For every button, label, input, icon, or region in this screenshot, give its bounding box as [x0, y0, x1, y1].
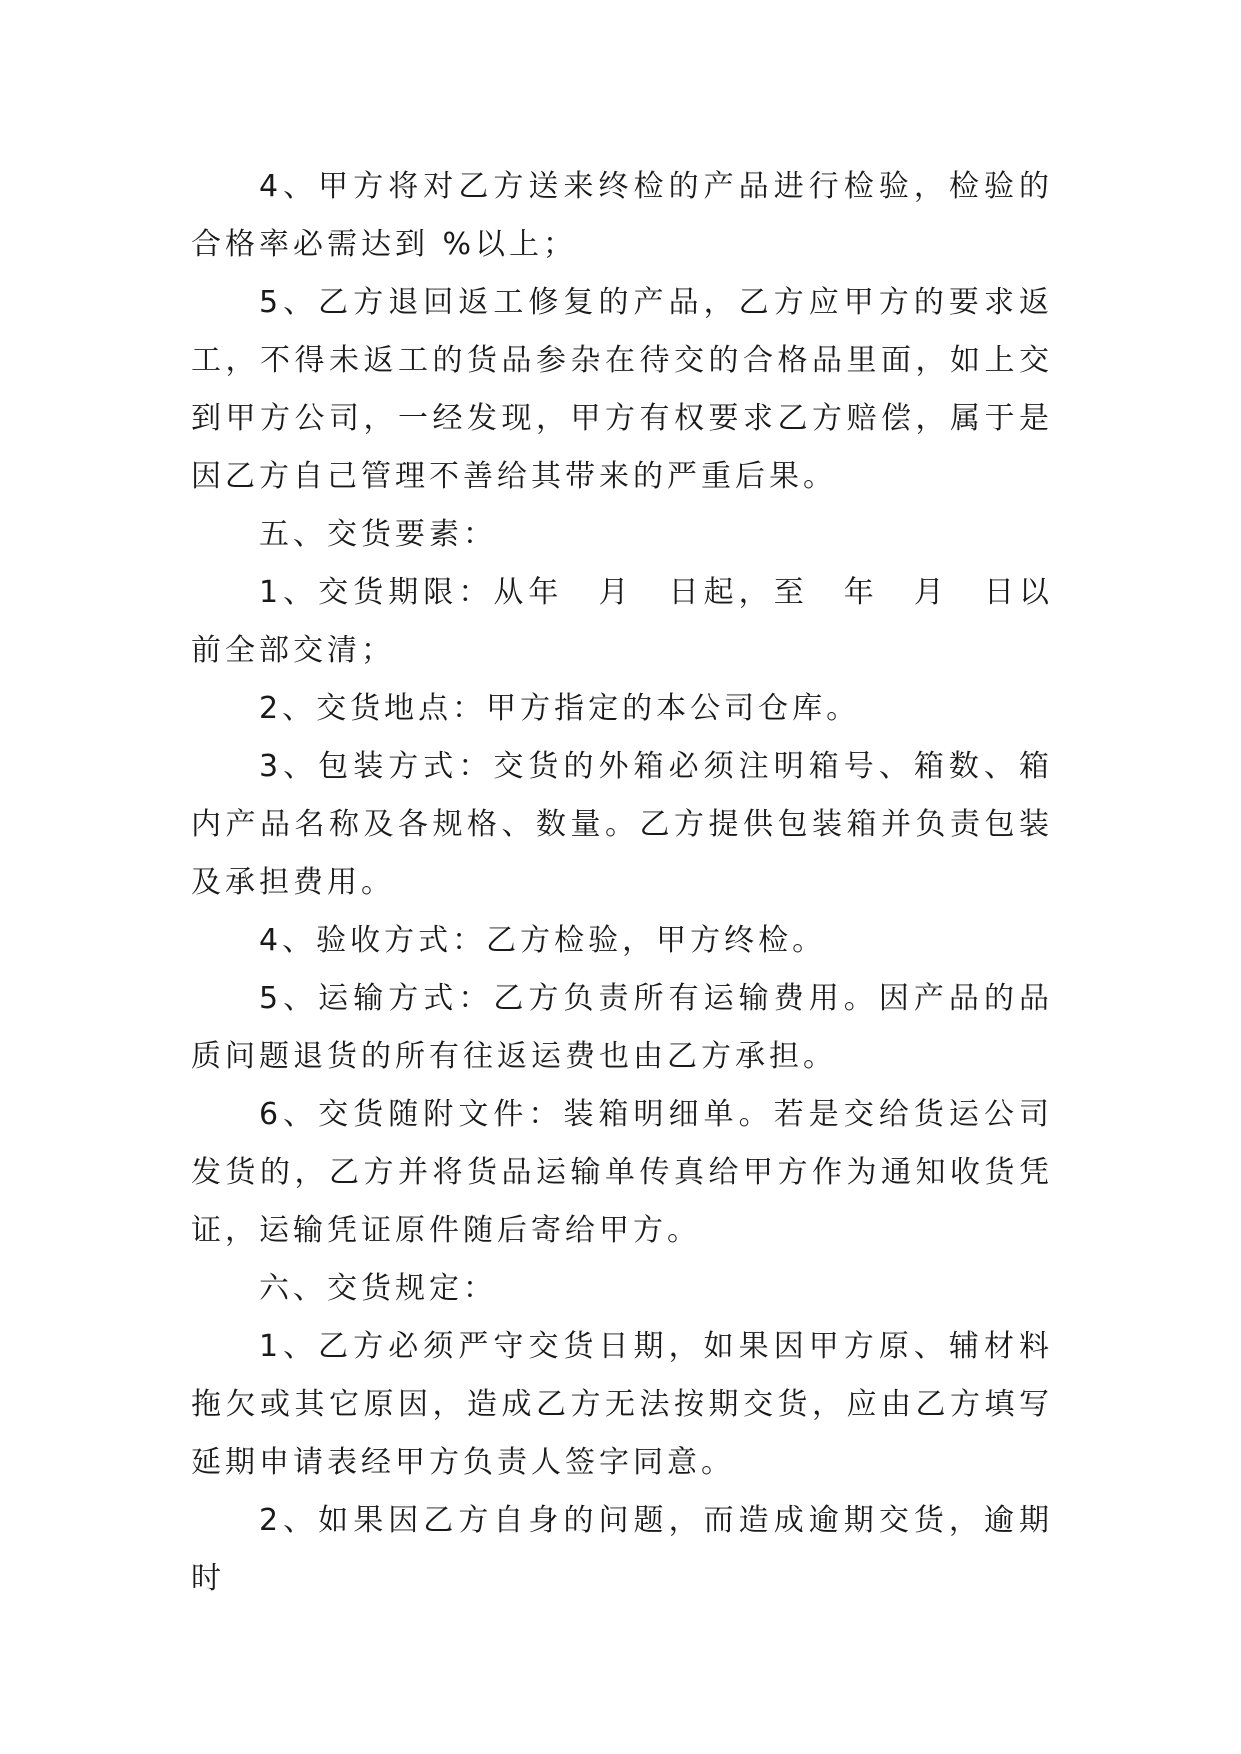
paragraph-acceptance-method: 4、验收方式：乙方检验，甲方终检。	[259, 923, 827, 958]
paragraph-delivery-period: 1、交货期限：从年 月 日起，至 年 月 日以前全部交清；	[191, 575, 1053, 668]
section-heading-delivery-rules: 六、交货规定：	[259, 1271, 497, 1306]
paragraph-overdue-rule: 2、如果因乙方自身的问题，而造成逾期交货，逾期时	[191, 1503, 1053, 1596]
section-heading-delivery-elements: 五、交货要素：	[259, 517, 497, 552]
document-body	[191, 158, 1053, 1608]
paragraph-item-5-rework: 5、乙方退回返工修复的产品，乙方应甲方的要求返工，不得未返工的货品参杂在待交的合格品里面，如上交到甲方公司，一经发现，甲方有权要求乙方赔偿，属于是因乙方自己管理不善给其带来的严重后果。	[191, 285, 1053, 494]
paragraph-item-4-inspection: 4、甲方将对乙方送来终检的产品进行检验，检验的合格率必需达到 %以上；	[191, 169, 1053, 262]
paragraph-delivery-date-rule: 1、乙方必须严守交货日期，如果因甲方原、辅材料拖欠或其它原因，造成乙方无法按期交货，应由乙方填写延期申请表经甲方负责人签字同意。	[191, 1329, 1053, 1480]
paragraph-packaging-method: 3、包装方式：交货的外箱必须注明箱号、箱数、箱内产品名称及各规格、数量。乙方提供包装箱并负责包装及承担费用。	[191, 749, 1053, 900]
paragraph-delivery-location: 2、交货地点：甲方指定的本公司仓库。	[259, 691, 861, 726]
paragraph-delivery-documents: 6、交货随附文件：装箱明细单。若是交给货运公司发货的，乙方并将货品运输单传真给甲方作为通知收货凭证，运输凭证原件随后寄给甲方。	[191, 1097, 1053, 1248]
paragraph-transport-method: 5、运输方式：乙方负责所有运输费用。因产品的品质问题退货的所有往返运费也由乙方承担。	[191, 981, 1053, 1074]
